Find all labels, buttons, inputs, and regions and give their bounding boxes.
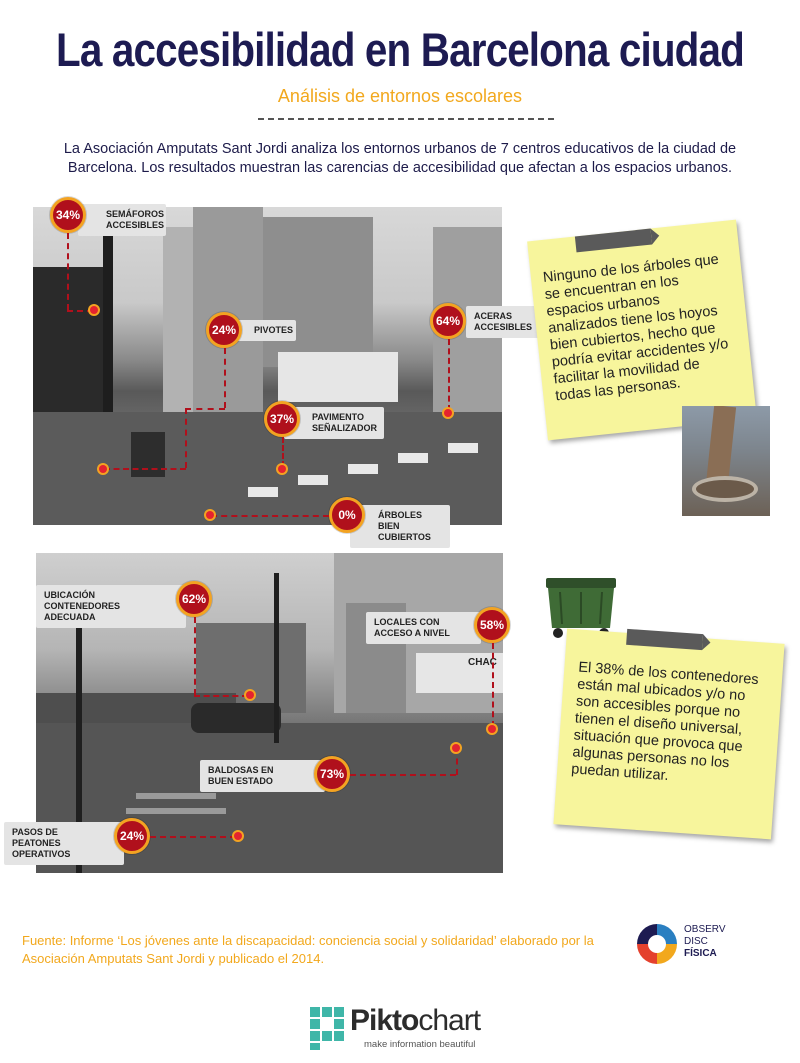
piktochart-name: Piktochart xyxy=(350,1004,481,1037)
marker-dot xyxy=(278,465,286,473)
observ-logo-text xyxy=(684,924,726,960)
dashed-line xyxy=(185,408,187,468)
marker-dot xyxy=(99,465,107,473)
observ-logo-icon xyxy=(634,921,680,967)
dashed-line xyxy=(104,468,186,470)
dashed-line xyxy=(67,233,69,310)
label-contenedores: UBICACIÓN CONTENEDORES ADECUADA xyxy=(36,585,186,628)
page-title: La accesibilidad en Barcelona ciudad xyxy=(56,23,744,76)
dashed-line xyxy=(492,643,494,727)
dashed-line xyxy=(224,348,226,408)
shop-sign: CHAC xyxy=(468,657,497,668)
piktochart-tagline: make information beautiful xyxy=(364,1039,476,1050)
note-containers xyxy=(553,629,784,840)
tape-icon xyxy=(626,629,703,650)
circle-contenedores: 62% xyxy=(176,581,212,617)
street-photo-1 xyxy=(33,207,502,525)
intro-text: La Asociación Amputats Sant Jordi analiza los entornos urbanos de 7 centros educativos de la ciudad de Barcelona. Los resultados muestran las carencias de accesibilidad que afectan a los espacios urbanos. xyxy=(63,141,737,176)
circle-pasos: 24% xyxy=(114,818,150,854)
marker-dot xyxy=(90,306,98,314)
marker-dot xyxy=(488,725,496,733)
tree-pit-photo xyxy=(682,406,770,516)
source-text: Fuente: Informe ‘Los jóvenes ante la discapacidad: conciencia social y solidaridad’ elaborado por la Asociación Amputats Sant Jordi y publicado el 2014. xyxy=(22,933,594,966)
label-baldosas: BALDOSAS EN BUEN ESTADO xyxy=(200,760,325,792)
circle-aceras: 64% xyxy=(430,303,466,339)
label-arboles: ÁRBOLES BIEN CUBIERTOS xyxy=(350,505,450,548)
label-aceras: ACERAS ACCESIBLES xyxy=(466,306,552,338)
dashed-line xyxy=(150,836,236,838)
observ-line-2: DISC xyxy=(684,936,708,947)
circle-baldosas: 73% xyxy=(314,756,350,792)
circle-pavimento: 37% xyxy=(264,401,300,437)
marker-dot xyxy=(246,691,254,699)
label-pivotes: PIVOTES xyxy=(226,320,296,341)
note-containers-text: El 38% de los contenedores están mal ubicados y/o no son accesibles porque no tienen el diseño universal, situación que provoca que algunas personas no los puedan utilizar. xyxy=(570,659,760,785)
dashed-line xyxy=(194,617,196,695)
label-pavimento: PAVIMENTO SEÑALIZADOR xyxy=(284,407,384,439)
note-trees-text: Ninguno de los árboles que se encuentran en los espacios urbanos analizados tiene los hoyos bien cubiertos, hecho que podría evitar accidentes y/o facilitar la movilidad de todas las personas. xyxy=(542,251,730,405)
circle-semaforos: 34% xyxy=(50,197,86,233)
circle-arboles: 0% xyxy=(329,497,365,533)
label-semaforos: SEMÁFOROS ACCESIBLES xyxy=(78,204,166,236)
marker-dot xyxy=(234,832,242,840)
dashed-line xyxy=(211,515,329,517)
circle-pivotes: 24% xyxy=(206,312,242,348)
dashed-line xyxy=(185,408,225,410)
observ-line-3: FÍSICA xyxy=(684,948,717,959)
page-subtitle: Análisis de entornos escolares xyxy=(277,86,523,106)
dashed-line xyxy=(350,774,456,776)
dashed-line xyxy=(282,437,284,467)
dashed-divider xyxy=(258,118,554,120)
label-pasos: PASOS DE PEATONES OPERATIVOS xyxy=(4,822,124,865)
marker-dot xyxy=(206,511,214,519)
dashed-line xyxy=(194,695,248,697)
piktochart-logo-icon xyxy=(310,1007,344,1050)
tape-icon xyxy=(575,229,652,253)
label-locales: LOCALES CON ACCESO A NIVEL xyxy=(366,612,481,644)
marker-dot xyxy=(444,409,452,417)
circle-locales: 58% xyxy=(474,607,510,643)
observ-line-1: OBSERV xyxy=(684,924,726,935)
dashed-line xyxy=(456,748,458,775)
dashed-line xyxy=(448,339,450,411)
marker-dot xyxy=(452,744,460,752)
